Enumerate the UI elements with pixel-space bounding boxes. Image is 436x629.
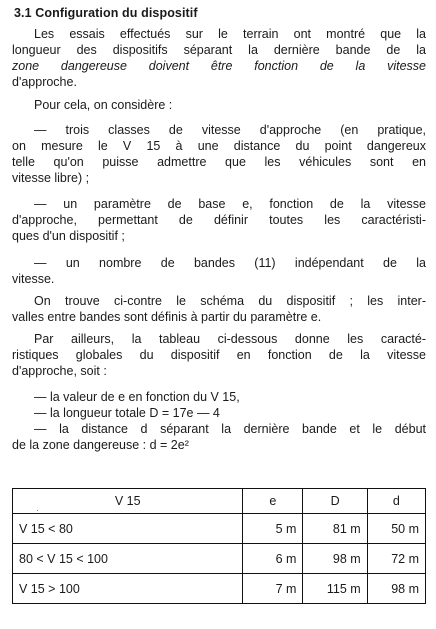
bullet-item: — la distance d séparant la dernière bande et le début	[34, 422, 426, 436]
section-heading: 3.1 Configuration du dispositif	[14, 6, 198, 20]
table-cell: 115 m	[303, 574, 367, 604]
text-line: — un nombre de bandes (11) indépendant de la	[34, 256, 426, 270]
bullet-list	[12, 389, 426, 453]
table-cell: 6 m	[243, 544, 303, 574]
text-line: valles entre bandes sont définis à partir du paramètre e.	[12, 310, 322, 324]
table-cell: V 15 > 100	[13, 574, 243, 604]
table-cell: 81 m	[303, 514, 367, 544]
table-cell: 7 m	[243, 574, 303, 604]
paragraph-3	[12, 122, 426, 186]
text-line: Par ailleurs, la tableau ci-dessous donne les caracté-	[34, 332, 426, 346]
text-line: vitesse.	[12, 272, 55, 286]
text-line: ristiques globales du dispositif en fonction de la vitesse	[12, 348, 426, 362]
table-cell: 98 m	[303, 544, 367, 574]
bullet-item: — la valeur de e en fonction du V 15,	[34, 390, 240, 404]
table-header-cell: e	[243, 489, 303, 514]
paragraph-1	[12, 26, 426, 90]
stray-mark: ·	[36, 506, 39, 515]
paragraph-7	[12, 331, 426, 379]
table-cell: 5 m	[243, 514, 303, 544]
text-line: d'approche, soit :	[12, 364, 107, 378]
table-header-cell: d	[367, 489, 425, 514]
text-line: vitesse libre) ;	[12, 171, 90, 185]
text-line: longueur des dispositifs séparant la dernière bande de la	[12, 43, 426, 57]
bullet-item-continuation: de la zone dangereuse : d = 2e²	[12, 438, 189, 452]
bullet-item: — la longueur totale D = 17e — 4	[34, 406, 220, 420]
speed-table	[12, 488, 426, 604]
paragraph-2	[12, 97, 426, 113]
text-line: Les essais effectués sur le terrain ont montré que la	[34, 27, 426, 41]
table-cell: 98 m	[367, 574, 425, 604]
paragraph-4	[12, 196, 426, 244]
text-line: — un paramètre de base e, fonction de la vitesse	[34, 197, 426, 211]
table-row	[13, 574, 426, 604]
text-line: telle qu'on puisse admettre que les véhicules sont en	[12, 155, 426, 169]
text-line: — trois classes de vitesse d'approche (en pratique,	[34, 123, 426, 137]
text-line: d'approche.	[12, 75, 77, 89]
text-line: ques d'un dispositif ;	[12, 229, 125, 243]
paragraph-5	[12, 255, 426, 287]
text-line: on mesure le V 15 à une distance du point dangereux	[12, 139, 426, 153]
table-header-cell: D	[303, 489, 367, 514]
table-cell: 80 < V 15 < 100	[13, 544, 243, 574]
text-line: zone dangereuse doivent être fonction de la vitesse	[12, 59, 426, 73]
table-row	[13, 544, 426, 574]
paragraph-6	[12, 293, 426, 325]
table-header-cell: V 15	[13, 489, 243, 514]
table-cell: 50 m	[367, 514, 425, 544]
text-line: Pour cela, on considère :	[34, 98, 173, 112]
table-row	[13, 514, 426, 544]
text-line: On trouve ci-contre le schéma du dispositif ; les inter-	[34, 294, 426, 308]
table-header-row	[13, 489, 426, 514]
text-line: d'approche, permettant de définir toutes les caractéristi-	[12, 213, 426, 227]
table-cell: 72 m	[367, 544, 425, 574]
table-cell: V 15 < 80	[13, 514, 243, 544]
